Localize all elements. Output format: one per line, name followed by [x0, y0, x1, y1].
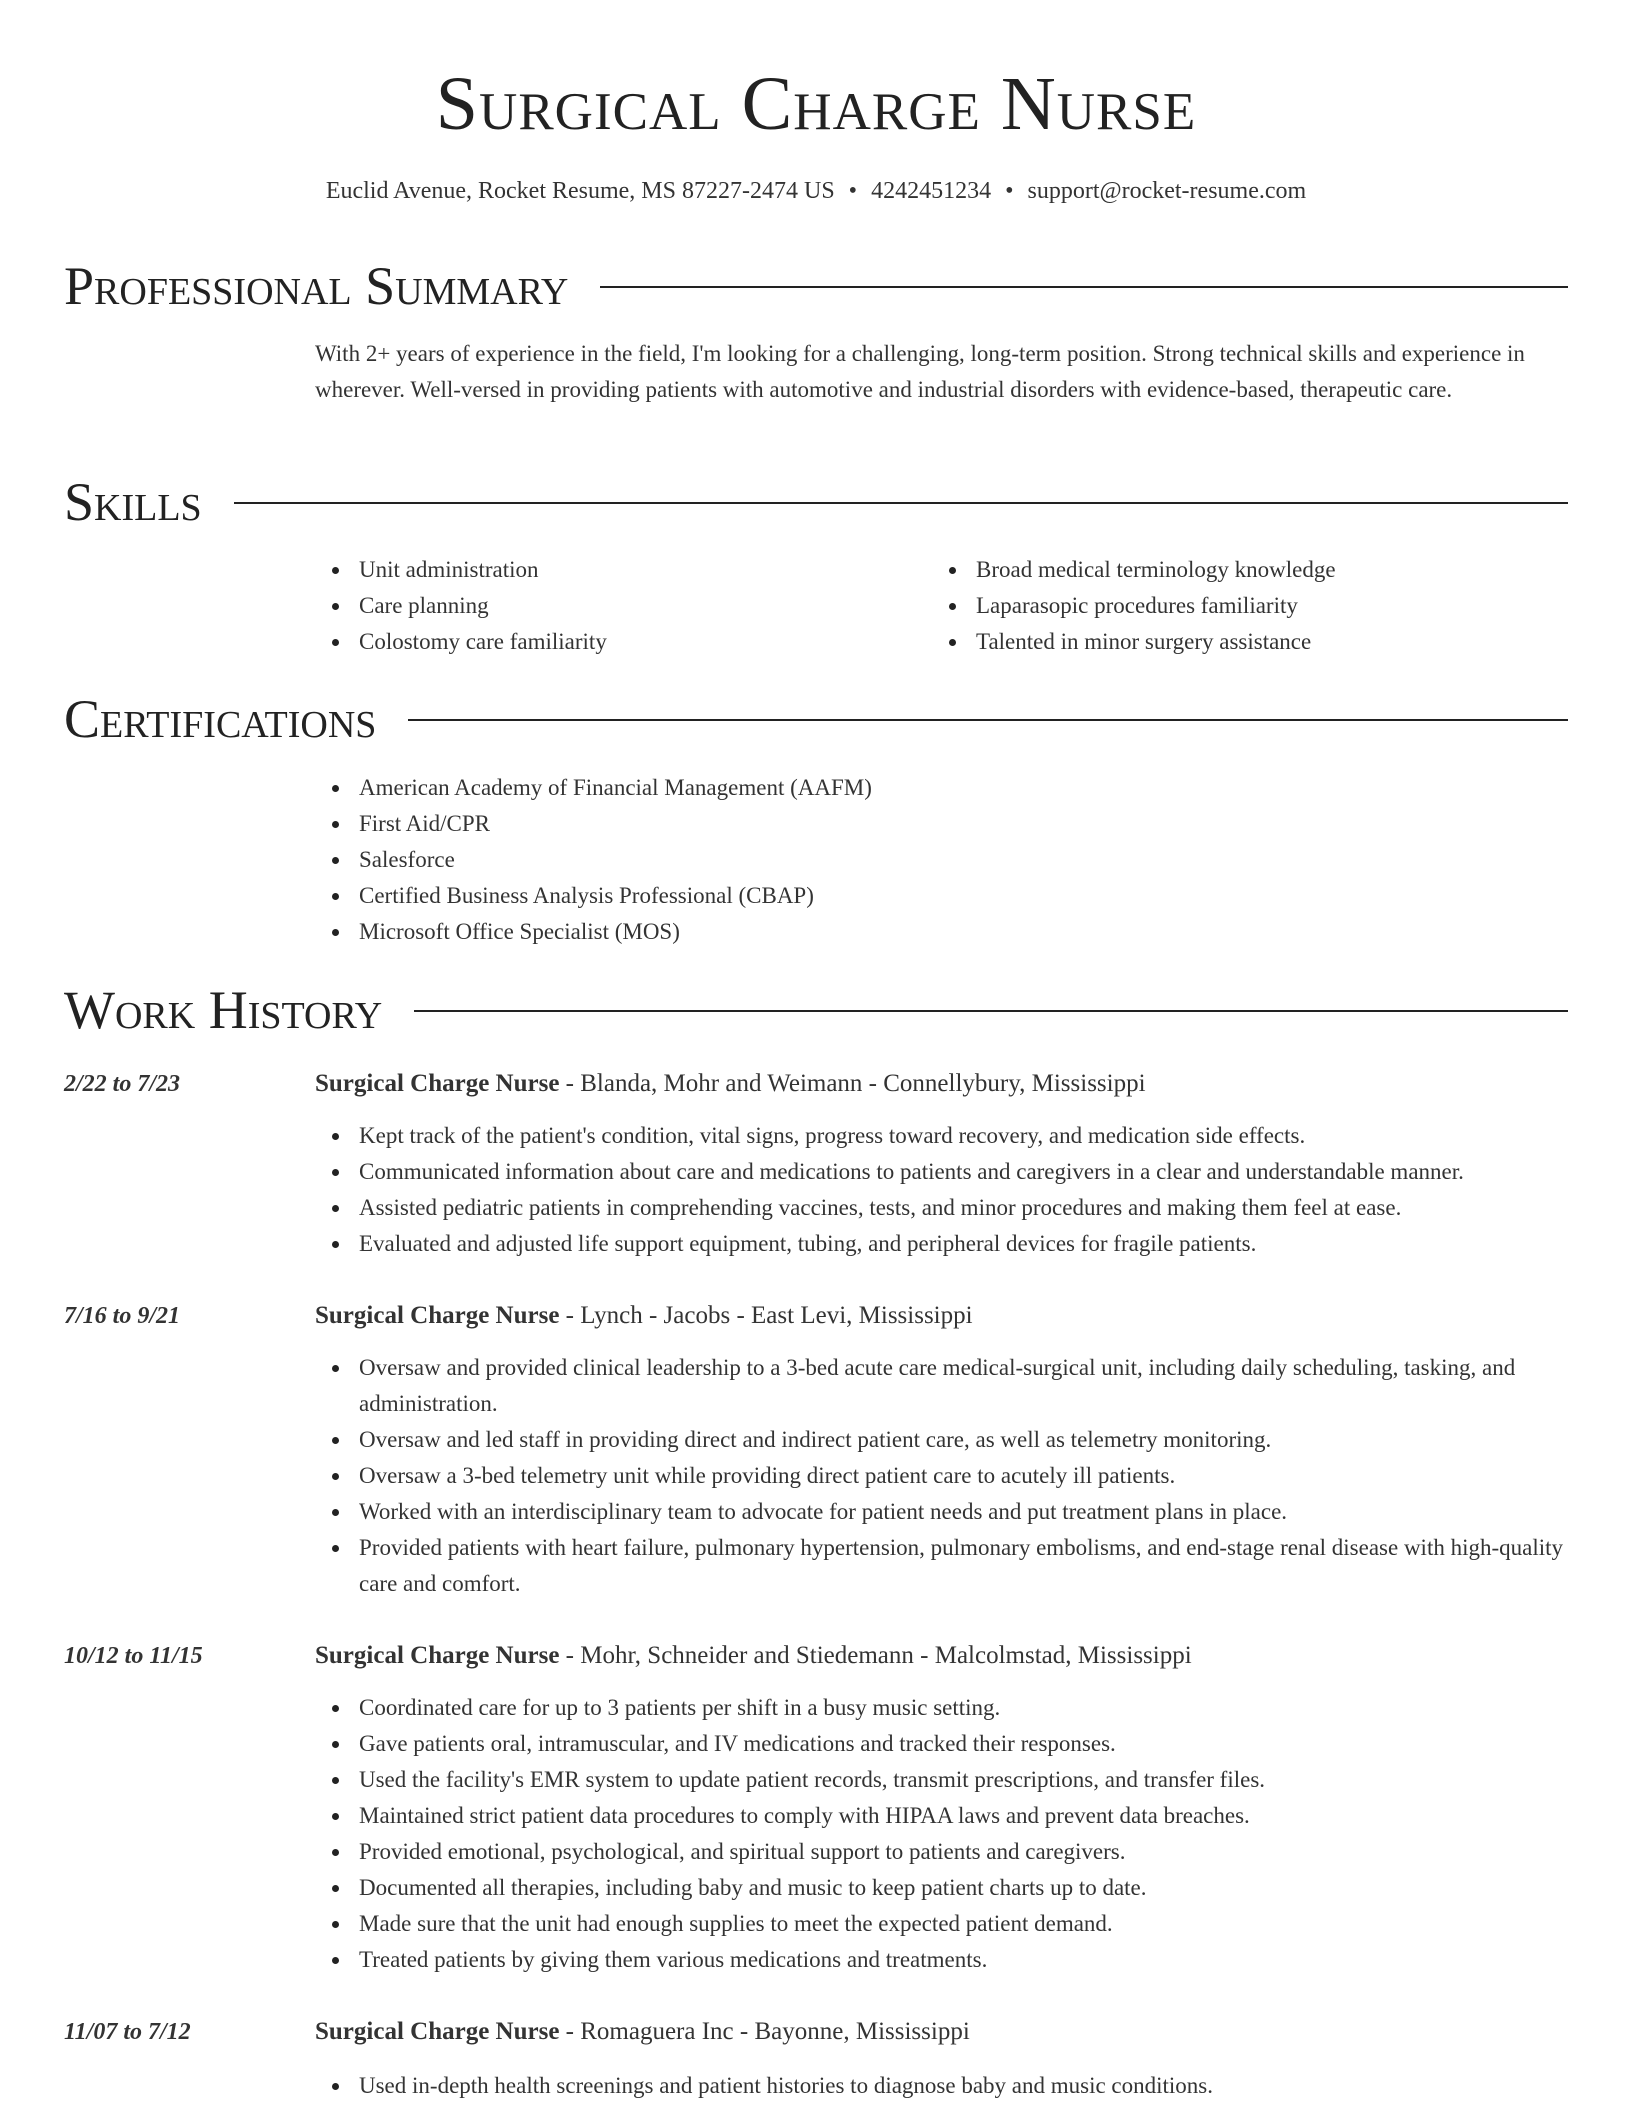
job-employer: - Romaguera Inc - Bayonne, Mississippi [559, 2018, 970, 2045]
duty-item: Worked with an interdisciplinary team to advocate for patient needs and put treatment plans in place. [359, 1494, 1565, 1530]
duty-item: Assisted pediatric patients in comprehending vaccines, tests, and minor procedures and making them feel at ease. [359, 1190, 1565, 1226]
job-employer: - Blanda, Mohr and Weimann - Connellybury, Mississippi [559, 1070, 1146, 1097]
section-title: Work History [64, 980, 383, 1040]
certifications-list [315, 770, 1565, 950]
section-title: Professional Summary [64, 256, 569, 316]
job-duties [315, 1690, 1565, 1978]
skill-item: Broad medical terminology knowledge [976, 552, 1549, 588]
certification-item: First Aid/CPR [359, 806, 1565, 842]
duty-item: Gave patients oral, intramuscular, and IV medications and tracked their responses. [359, 1726, 1565, 1762]
skills-column-right [932, 552, 1549, 660]
duty-item: Coordinated care for up to 3 patients per shift in a busy music setting. [359, 1690, 1565, 1726]
job-title: Surgical Charge Nurse [315, 1302, 560, 1329]
skills-heading [64, 472, 1568, 532]
section-divider [234, 502, 1568, 504]
summary-heading [64, 256, 1568, 316]
summary-text: With 2+ years of experience in the field, I'm looking for a challenging, long-term position. Strong technical skills and experience in wherever. Well-versed in providing patients with automotive and industrial disorders with evidence-based, therapeutic care. [315, 341, 1525, 402]
skill-item: Care planning [359, 588, 932, 624]
duty-item: Oversaw a 3-bed telemetry unit while providing direct patient care to acutely ill patients. [359, 1458, 1565, 1494]
work-history-heading [64, 980, 1568, 1040]
duty-item: Documented all therapies, including baby and music to keep patient charts up to date. [359, 1870, 1565, 1906]
skills-column-left [315, 552, 932, 660]
duty-item: Provided emotional, psychological, and spiritual support to patients and caregivers. [359, 1834, 1565, 1870]
section-divider [408, 719, 1568, 721]
separator-dot: • [848, 178, 858, 204]
job-dates: 11/07 to 7/12 [64, 2019, 191, 2045]
job-dates: 7/16 to 9/21 [64, 1303, 181, 1329]
duty-item: Provided patients with heart failure, pulmonary hypertension, pulmonary embolisms, and end-stage renal disease with high-quality care and comfort. [359, 1530, 1565, 1602]
candidate-name: Surgical Charge Nurse [435, 62, 1197, 146]
duty-item: Made sure that the unit had enough supplies to meet the expected patient demand. [359, 1906, 1565, 1942]
section-title: Skills [64, 472, 202, 532]
certification-item: Microsoft Office Specialist (MOS) [359, 914, 1565, 950]
job-heading [315, 2014, 1565, 2050]
email: support@rocket-resume.com [1027, 178, 1307, 204]
address: Euclid Avenue, Rocket Resume, MS 87227-2474 US [325, 178, 835, 204]
skill-item: Unit administration [359, 552, 932, 588]
skill-item: Talented in minor surgery assistance [976, 624, 1549, 660]
job-title: Surgical Charge Nurse [315, 1642, 560, 1669]
job-title: Surgical Charge Nurse [315, 1070, 560, 1097]
duty-item: Evaluated and adjusted life support equipment, tubing, and peripheral devices for fragile patients. [359, 1226, 1565, 1262]
certification-item: American Academy of Financial Management (AAFM) [359, 770, 1565, 806]
contact-line [0, 176, 1632, 206]
job-employer: - Lynch - Jacobs - East Levi, Mississippi [559, 1302, 973, 1329]
job-dates: 10/12 to 11/15 [64, 1643, 203, 1669]
duty-item: Communicated information about care and medications to patients and caregivers in a clear and understandable manner. [359, 1154, 1565, 1190]
duty-item: Oversaw and provided clinical leadership to a 3-bed acute care medical-surgical unit, including daily scheduling, tasking, and administration. [359, 1350, 1565, 1422]
section-title: Certifications [64, 689, 377, 749]
job-dates: 2/22 to 7/23 [64, 1071, 181, 1097]
phone: 4242451234 [871, 178, 992, 204]
job-duties [315, 1350, 1565, 1602]
certification-item: Salesforce [359, 842, 1565, 878]
skill-item: Colostomy care familiarity [359, 624, 932, 660]
duty-item: Used the facility's EMR system to update patient records, transmit prescriptions, and transfer files. [359, 1762, 1565, 1798]
certifications-heading [64, 689, 1568, 749]
duty-item: Kept track of the patient's condition, vital signs, progress toward recovery, and medication side effects. [359, 1118, 1565, 1154]
job-employer: - Mohr, Schneider and Stiedemann - Malcolmstad, Mississippi [559, 1642, 1192, 1669]
job-heading [315, 1298, 1565, 1334]
section-divider [414, 1010, 1568, 1012]
job-heading [315, 1638, 1565, 1674]
job-heading [315, 1066, 1565, 1102]
job-duties [315, 2068, 1565, 2104]
section-divider [600, 286, 1568, 288]
job-duties [315, 1118, 1565, 1262]
duty-item: Treated patients by giving them various medications and treatments. [359, 1942, 1565, 1978]
job-title: Surgical Charge Nurse [315, 2018, 560, 2045]
duty-item: Maintained strict patient data procedures to comply with HIPAA laws and prevent data breaches. [359, 1798, 1565, 1834]
separator-dot: • [1005, 178, 1014, 204]
duty-item: Used in-depth health screenings and patient histories to diagnose baby and music conditions. [359, 2068, 1565, 2104]
skills-list [315, 552, 1565, 660]
duty-item: Oversaw and led staff in providing direct and indirect patient care, as well as telemetry monitoring. [359, 1422, 1565, 1458]
certification-item: Certified Business Analysis Professional (CBAP) [359, 878, 1565, 914]
skill-item: Laparasopic procedures familiarity [976, 588, 1549, 624]
